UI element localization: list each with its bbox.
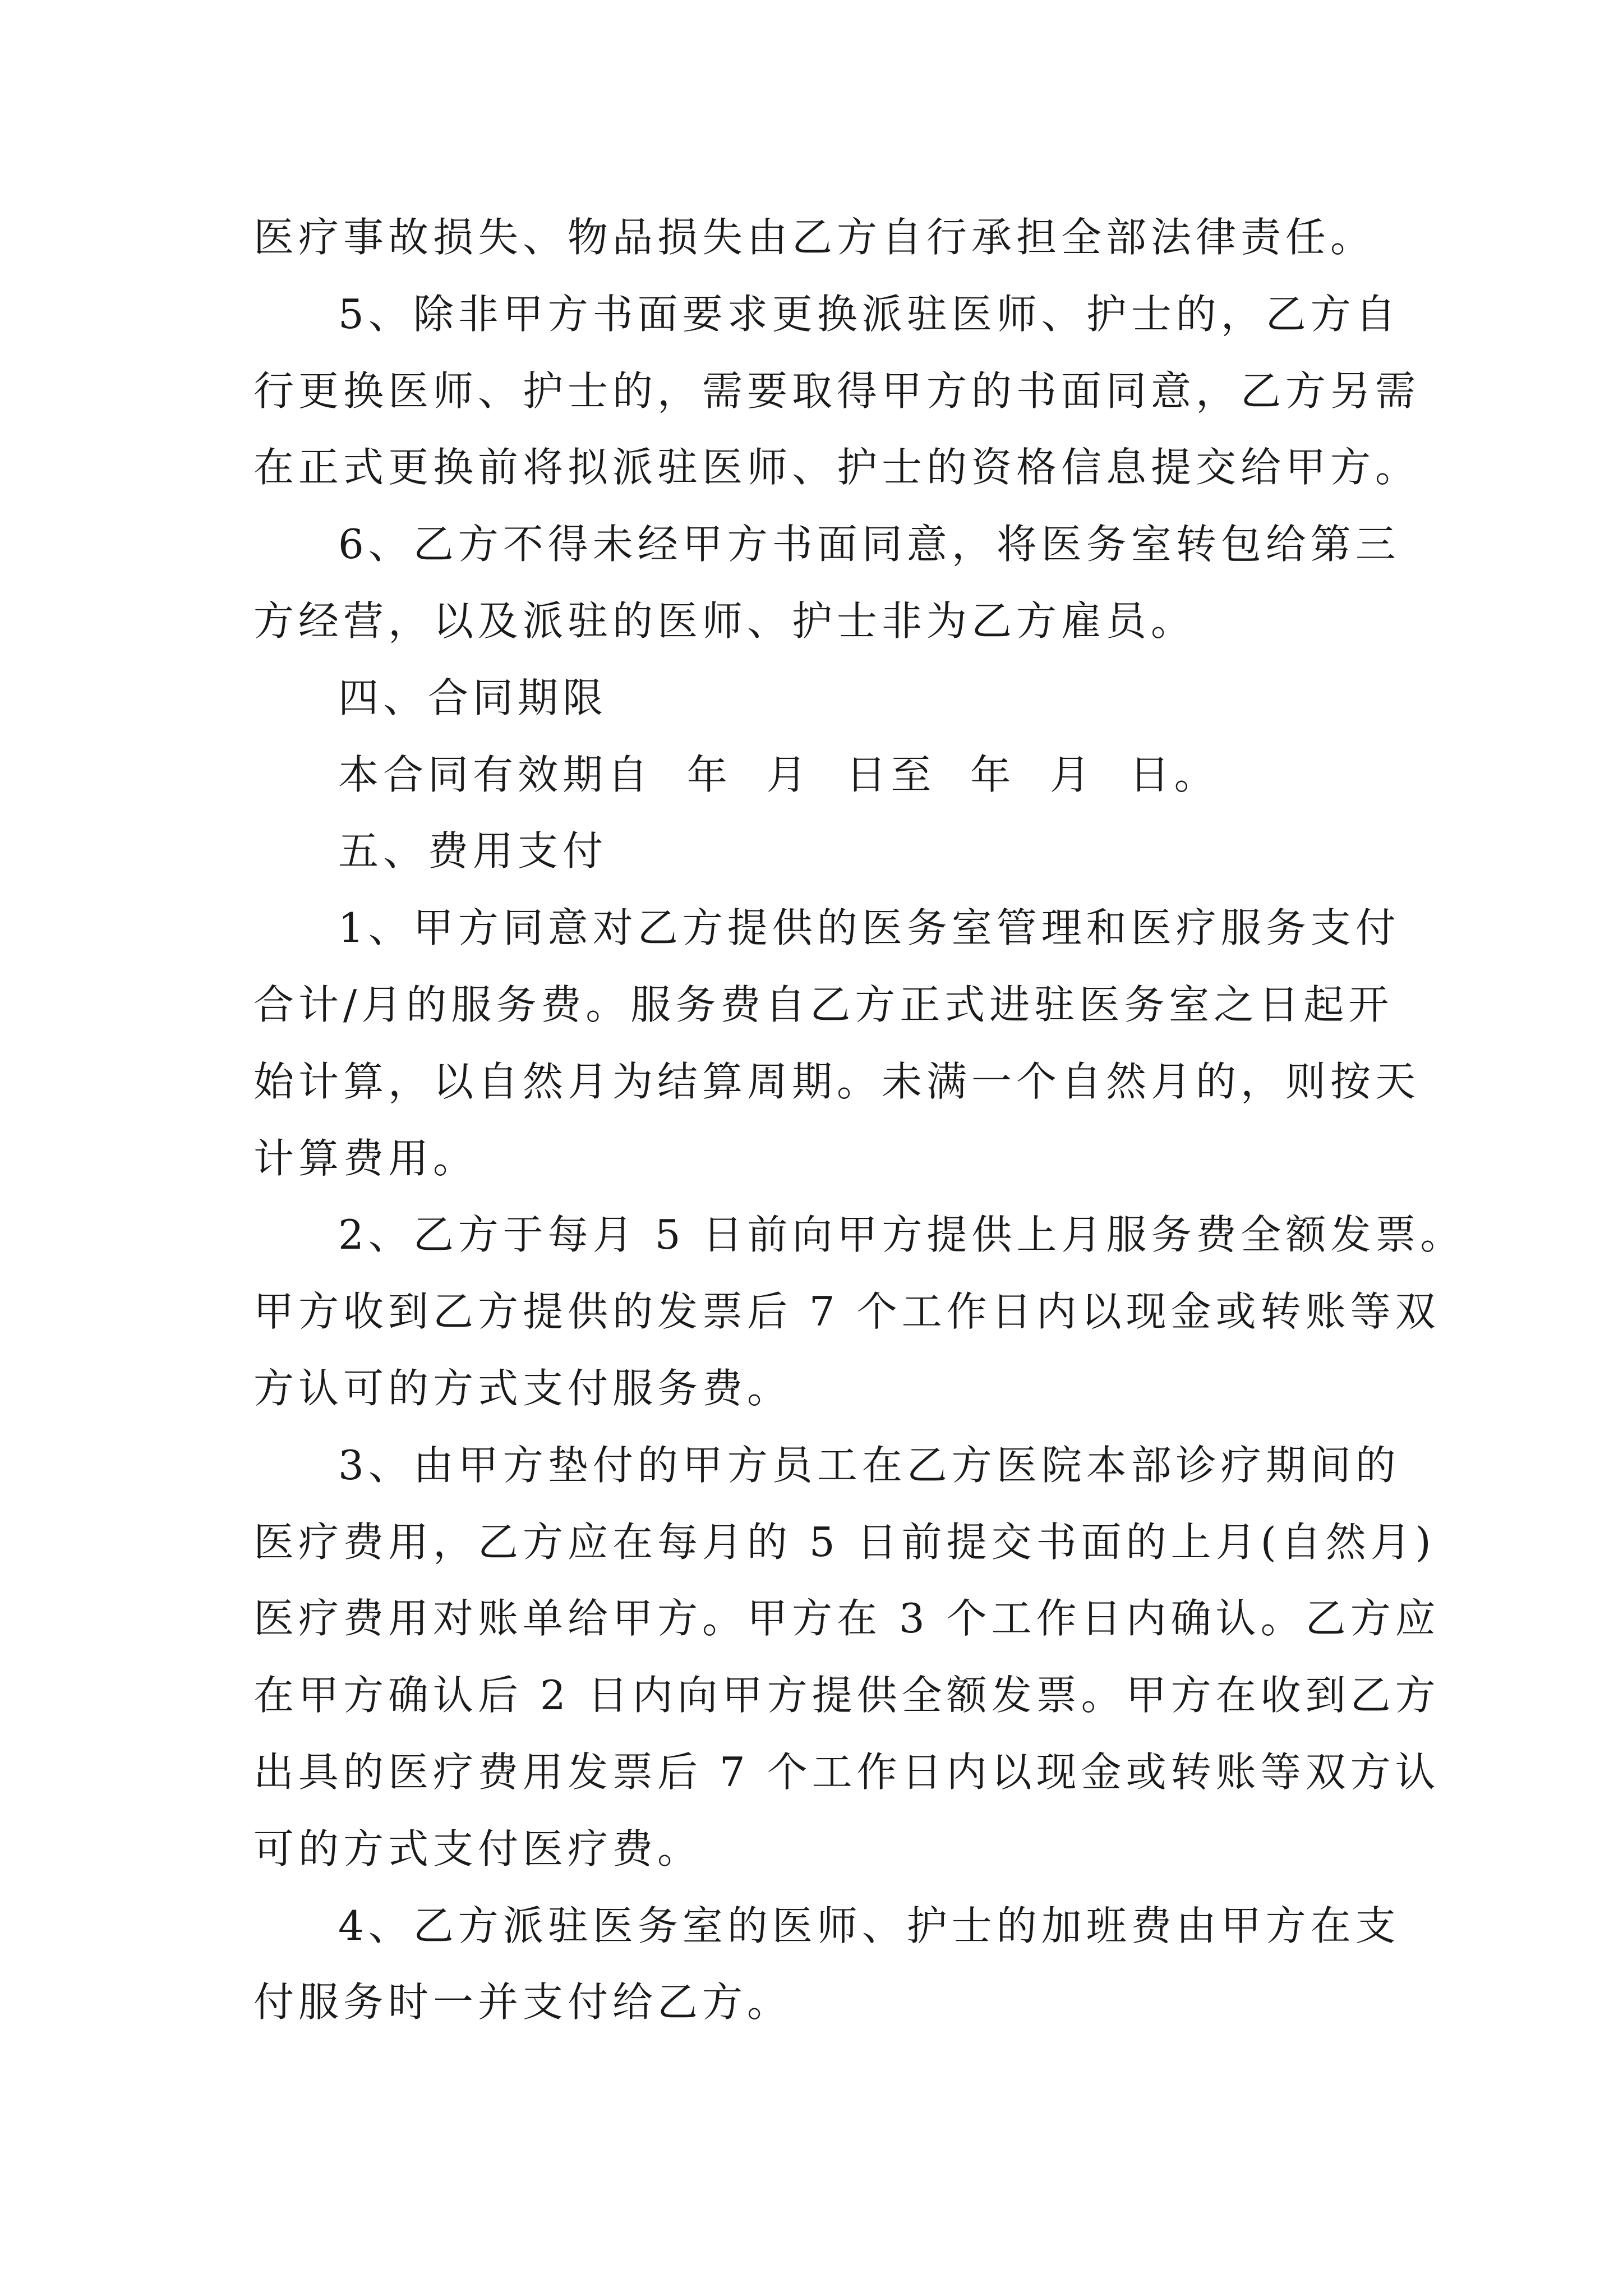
text-line: 在正式更换前将拟派驻医师、护士的资格信息提交给甲方。: [253, 444, 1421, 491]
text-line: 1、甲方同意对乙方提供的医务室管理和医疗服务支付: [338, 904, 1400, 952]
text-line: 可的方式支付医疗费。: [253, 1825, 703, 1872]
text-line: 方认可的方式支付服务费。: [253, 1364, 792, 1412]
text-line: 计算费用。: [253, 1134, 478, 1182]
text-line: 6、乙方不得未经甲方书面同意，将医务室转包给第三: [338, 521, 1400, 568]
document-body: [253, 199, 1465, 2041]
text-line: 行更换医师、护士的，需要取得甲方的书面同意，乙方另需: [253, 367, 1421, 415]
text-line: 付服务时一并支付给乙方。: [253, 1978, 792, 2026]
section-heading: 四、合同期限: [338, 674, 608, 721]
text-line: 甲方收到乙方提供的发票后 7 个工作日内以现金或转账等双: [253, 1288, 1440, 1336]
text-line: 方经营，以及派驻的医师、护士非为乙方雇员。: [253, 597, 1196, 645]
text-line: 始计算，以自然月为结算周期。未满一个自然月的，则按天: [253, 1057, 1421, 1105]
text-line: 医疗事故损失、物品损失由乙方自行承担全部法律责任。: [253, 214, 1376, 261]
text-line: 合计/月的服务费。服务费自乙方正式进驻医务室之日起开: [253, 981, 1394, 1028]
text-line: 出具的医疗费用发票后 7 个工作日内以现金或转账等双方认: [253, 1748, 1440, 1796]
text-line: 在甲方确认后 2 日内向甲方提供全额发票。甲方在收到乙方: [253, 1672, 1440, 1719]
text-line: 4、乙方派驻医务室的医师、护士的加班费由甲方在支: [338, 1902, 1400, 1949]
section-heading: 五、费用支付: [338, 827, 608, 875]
text-line: 医疗费用对账单给甲方。甲方在 3 个工作日内确认。乙方应: [253, 1595, 1440, 1642]
text-line: 3、由甲方垫付的甲方员工在乙方医院本部诊疗期间的: [338, 1441, 1400, 1489]
text-line: 2、乙方于每月 5 日前向甲方提供上月服务费全额发票。: [338, 1211, 1465, 1259]
text-line: 医疗费用，乙方应在每月的 5 日前提交书面的上月(自然月): [253, 1518, 1436, 1566]
text-line: 5、除非甲方书面要求更换派驻医师、护士的，乙方自: [338, 290, 1400, 338]
text-line: 本合同有效期自 年 月 日至 年 月 日。: [338, 751, 1219, 798]
